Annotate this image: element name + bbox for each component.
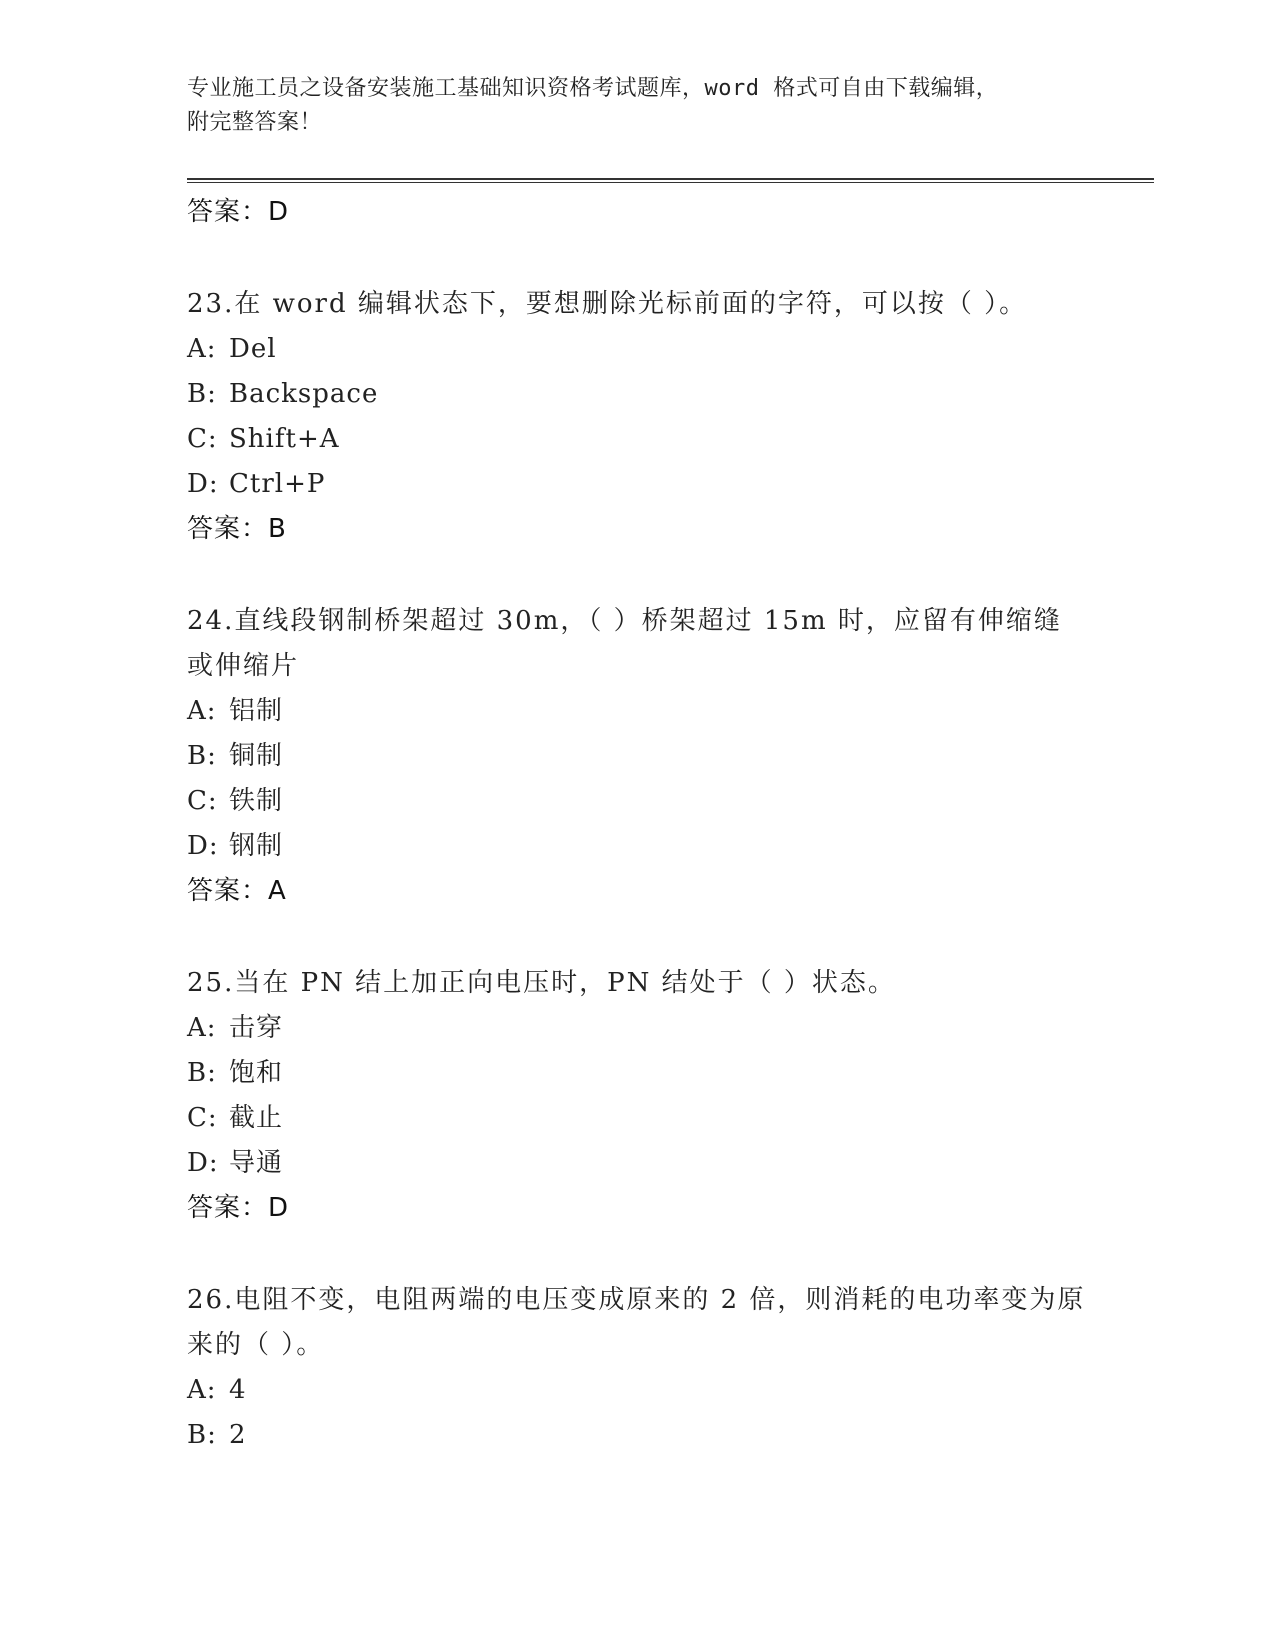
option-a [187, 327, 1087, 372]
option-key: A: [187, 1013, 217, 1043]
option-text: 导通 [229, 1148, 284, 1178]
header-line-1: 专业施工员之设备安装施工基础知识资格考试题库，word 格式可自由下载编辑， [187, 76, 999, 101]
answer-line [187, 869, 1087, 913]
option-d [187, 462, 1087, 507]
document-body [187, 190, 1087, 1458]
spacer [187, 551, 1087, 599]
document-header [187, 72, 1067, 140]
spacer [187, 1230, 1087, 1278]
option-key: A: [187, 1375, 217, 1405]
question-block-24 [187, 599, 1087, 913]
answer-label: 答案： [187, 1193, 269, 1223]
option-text: 铜制 [229, 741, 284, 771]
question-block-25 [187, 961, 1087, 1230]
question-stem: 当在 PN 结上加正向电压时，PN 结处于（ ）状态。 [234, 968, 896, 998]
option-a [187, 1368, 1087, 1413]
question-text [187, 282, 1087, 327]
question-number: 24. [187, 606, 235, 636]
option-text: Backspace [229, 379, 379, 409]
question-stem: 电阻不变，电阻两端的电压变成原来的 2 倍，则消耗的电功率变为原来的（ ）。 [187, 1285, 1086, 1360]
answer-value: B [268, 514, 286, 544]
option-text: 钢制 [229, 831, 284, 861]
option-text: 2 [229, 1420, 247, 1450]
question-stem: 在 word 编辑状态下，要想删除光标前面的字符，可以按（ ）。 [234, 289, 1028, 319]
option-text: Del [229, 334, 277, 364]
option-a [187, 689, 1087, 734]
option-text: Ctrl+P [229, 469, 326, 499]
option-b [187, 1413, 1087, 1458]
option-b [187, 1051, 1087, 1096]
answer-label: 答案： [187, 514, 269, 544]
header-line-2: 附完整答案！ [187, 110, 323, 135]
question-block-26 [187, 1278, 1087, 1458]
option-key: C: [187, 786, 218, 816]
option-b [187, 372, 1087, 417]
question-number: 23. [187, 289, 235, 319]
header-divider [187, 178, 1154, 183]
option-a [187, 1006, 1087, 1051]
question-block-23 [187, 282, 1087, 551]
option-d [187, 1141, 1087, 1186]
answer-line [187, 1186, 1087, 1230]
option-c [187, 779, 1087, 824]
answer-line [187, 190, 1087, 234]
option-text: 4 [229, 1375, 247, 1405]
answer-label: 答案： [187, 876, 269, 906]
option-key: C: [187, 1103, 218, 1133]
option-key: D: [187, 469, 219, 499]
option-key: B: [187, 1058, 217, 1088]
answer-value: D [268, 1193, 289, 1223]
answer-value: A [268, 876, 286, 906]
question-stem: 直线段钢制桥架超过 30m，（ ）桥架超过 15m 时，应留有伸缩缝或伸缩片 [187, 606, 1062, 681]
option-text: Shift+A [229, 424, 340, 454]
question-number: 26. [187, 1285, 235, 1315]
option-text: 击穿 [229, 1013, 284, 1043]
option-b [187, 734, 1087, 779]
option-key: A: [187, 334, 217, 364]
option-key: B: [187, 741, 217, 771]
question-number: 25. [187, 968, 235, 998]
option-c [187, 1096, 1087, 1141]
answer-value: D [268, 197, 289, 227]
question-text [187, 599, 1087, 689]
spacer [187, 913, 1087, 961]
option-d [187, 824, 1087, 869]
option-key: D: [187, 831, 219, 861]
option-text: 截止 [229, 1103, 284, 1133]
answer-line [187, 507, 1087, 551]
question-text [187, 961, 1087, 1006]
option-key: C: [187, 424, 218, 454]
option-c [187, 417, 1087, 462]
question-text [187, 1278, 1087, 1368]
option-key: B: [187, 1420, 217, 1450]
option-text: 铁制 [229, 786, 284, 816]
option-key: A: [187, 696, 217, 726]
option-key: B: [187, 379, 217, 409]
option-key: D: [187, 1148, 219, 1178]
option-text: 铝制 [229, 696, 284, 726]
spacer [187, 234, 1087, 282]
answer-label: 答案： [187, 197, 269, 227]
option-text: 饱和 [229, 1058, 284, 1088]
